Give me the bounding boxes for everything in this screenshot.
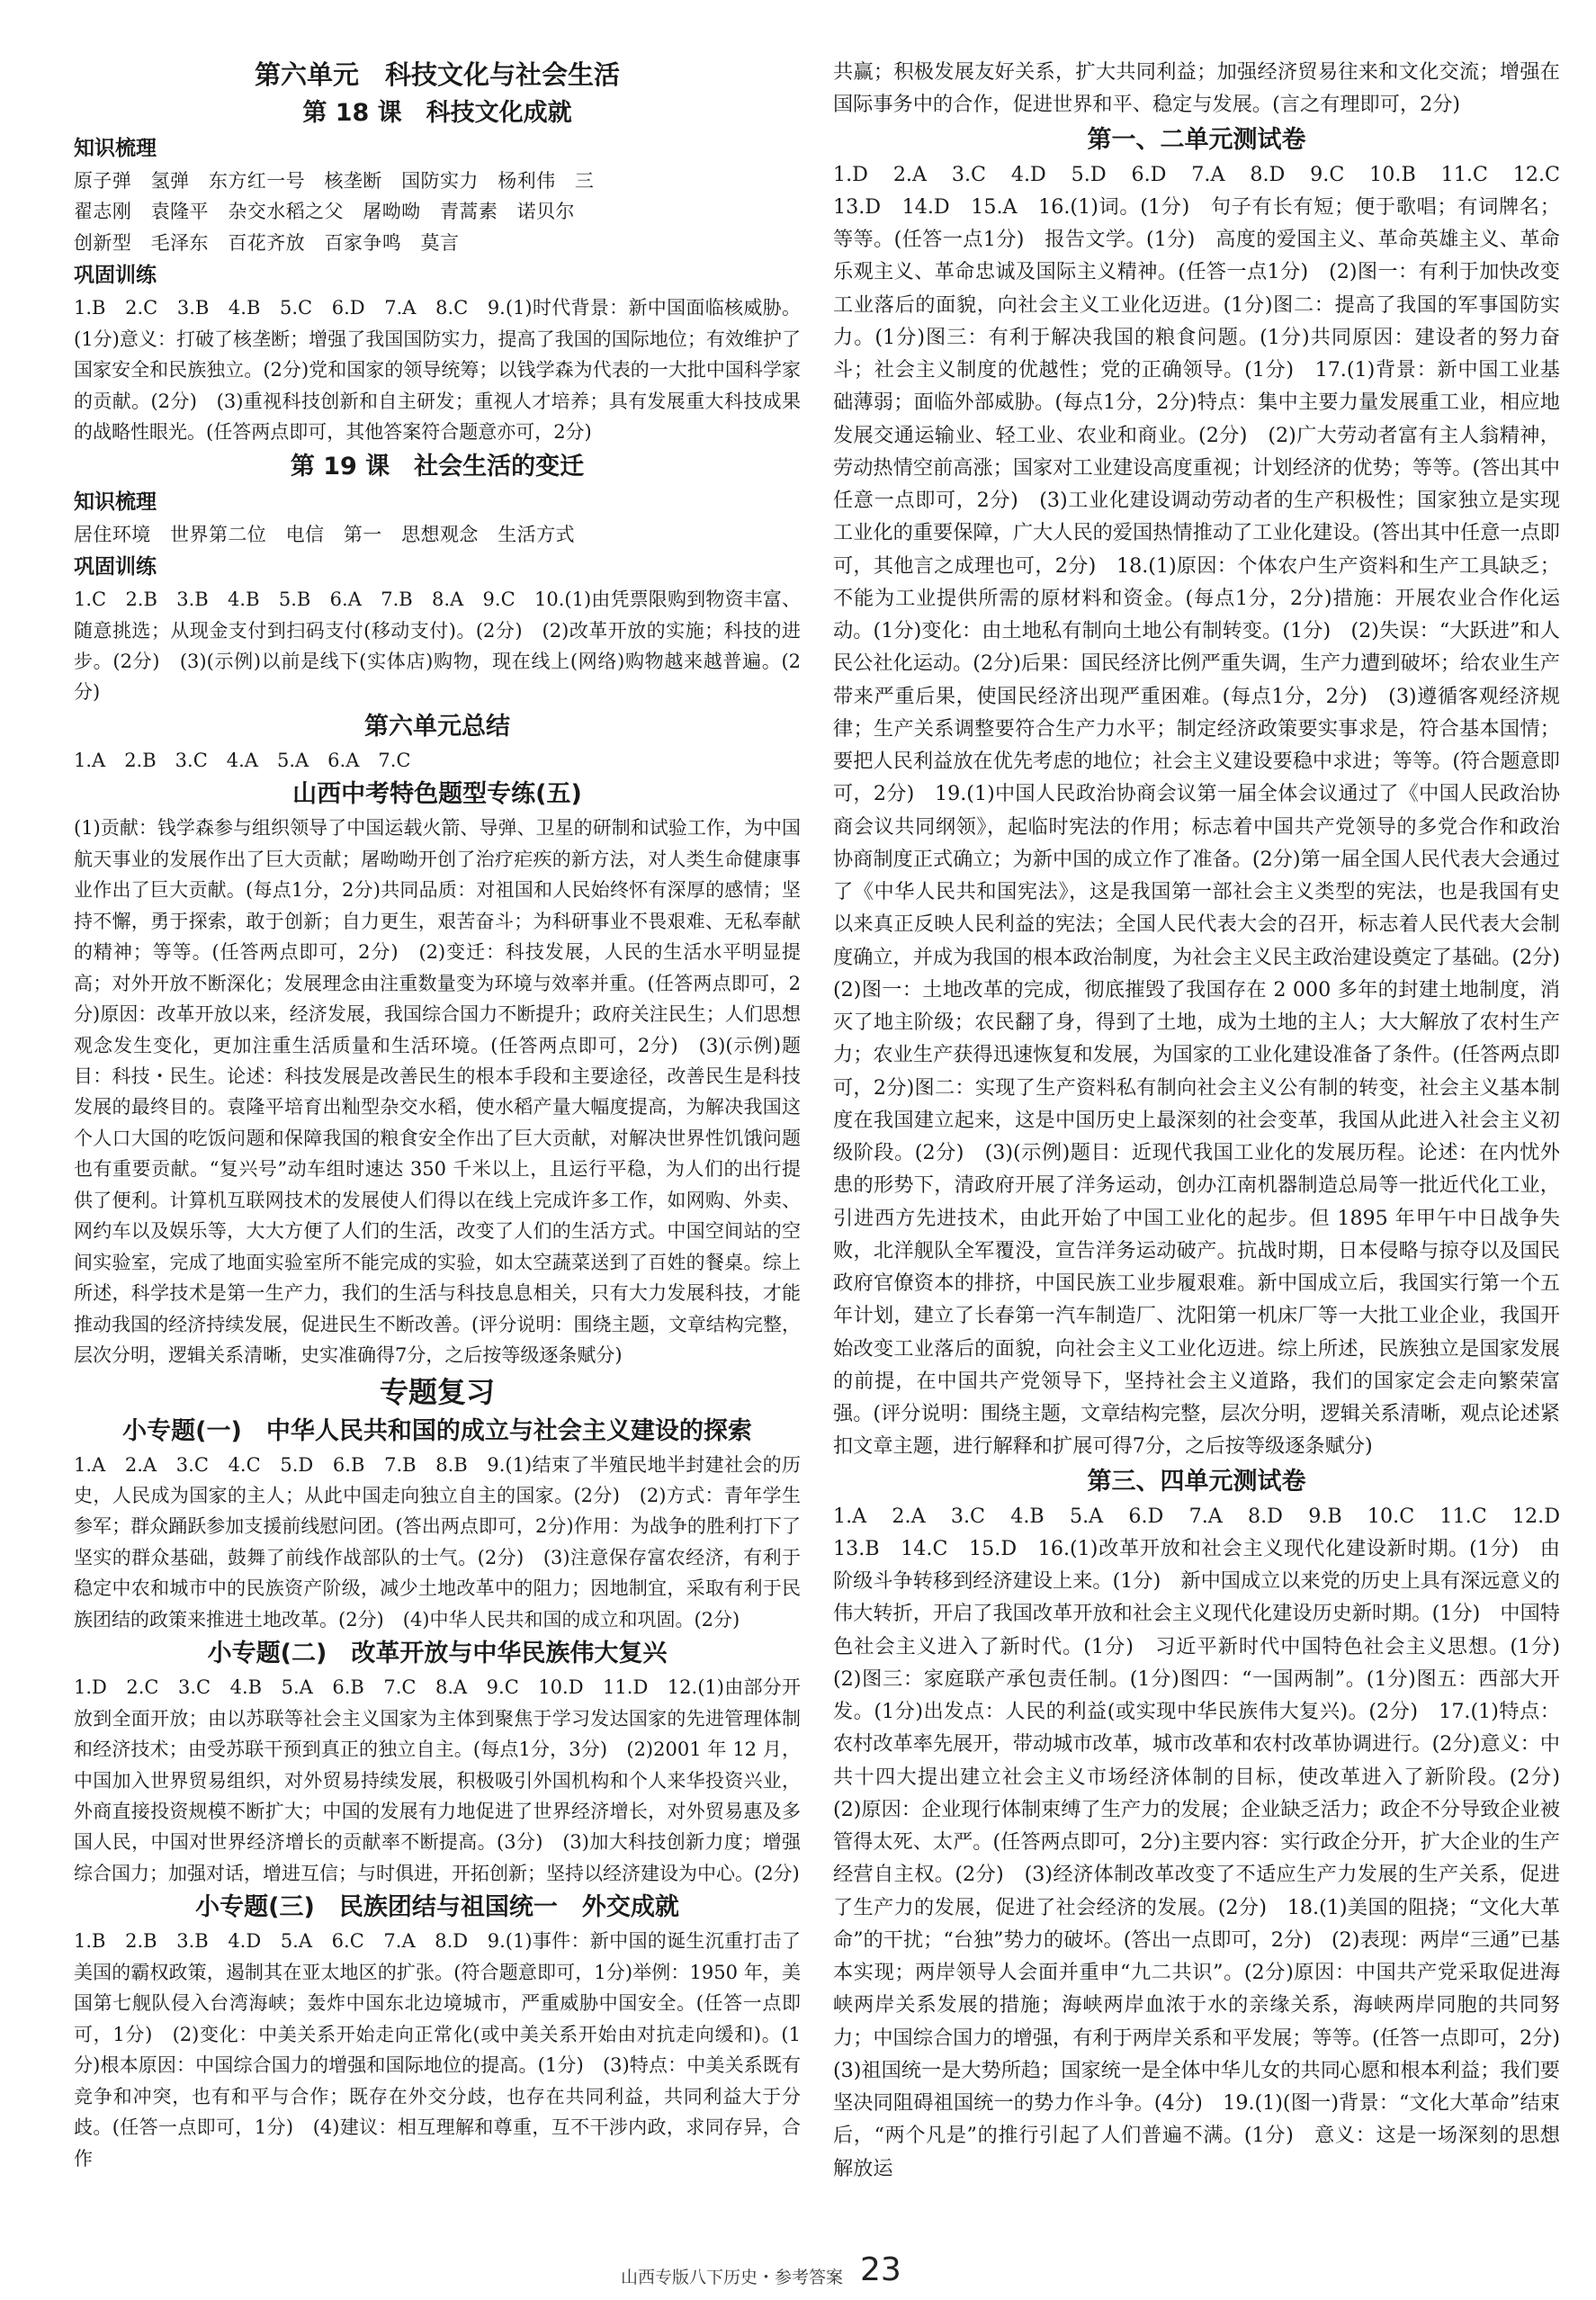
page-number: 23 — [860, 2251, 901, 2288]
topic-review-title: 专题复习 — [379, 1374, 495, 1409]
lesson-19-terms: 居住环境 世界第二位 电信 第一 思想观念 生活方式 — [74, 523, 575, 545]
page-footer — [0, 2251, 1596, 2287]
footer-label: 山西专版八下历史・参考答案 — [621, 2268, 844, 2287]
lesson-18-practice-label: 巩固训练 — [74, 264, 157, 288]
lesson-18-terms-line-3: 创新型 毛泽东 百花齐放 百家争鸣 莫言 — [74, 231, 460, 254]
topic-2-answers: 1.D 2.C 3.C 4.B 5.A 6.B 7.C 8.A 9.C 10.D 11.D 12.(1)由部分开放到全面开放；由以苏联等社会主义国家为主体到聚焦于学习发达国家的先进管理体制和经济技术；由受苏联干预到真正的独立自主。(每点1分，3分) (2)2001 年 12 月，中国加入世界贸易组织，对外贸易持续发展，积极吸引外国机构和个人来华投资兴业，外商直接投资规模不断扩大；中国的发展有力地促进了世界经济增长，对外贸易惠及多国人民，中国对世界经济增长的贡献率不断提高。(3分) (3)加大科技创新力度；增强综合国力；加强对话，增进互信；与时俱进，开拓创新；坚持以经济建设为中心。(2分) — [74, 1676, 801, 1884]
topic-1-answers: 1.A 2.A 3.C 4.C 5.D 6.B 7.B 8.B 9.(1)结束了半殖民地半封建社会的历史，人民成为国家的主人；从此中国走向独立自主的国家。(2分) (2)方式：青年学生参军；群众踊跃参加支援前线慰问团。(答出两点即可，2分)作用：为战争的胜利打下了坚实的群众基础，鼓舞了前线作战部队的士气。(2分) (3)注意保存富农经济，有利于稳定中农和城市中的民族资产阶级，减少土地改革中的阻力；因地制宜，采取有利于民族团结的政策来推进土地改革。(2分) (4)中华人民共和国的成立和巩固。(2分) — [74, 1453, 801, 1631]
unit-six-summary-answers: 1.A 2.B 3.C 4.A 5.A 6.A 7.C — [74, 749, 411, 771]
lesson-18-practice-answers: 1.B 2.C 3.B 4.B 5.C 6.D 7.A 8.C 9.(1)时代背景：新中国面临核威胁。(1分)意义：打破了核垄断；增强了我国国防实力，提高了我国的国际地位；有效维护了国家安全和民族独立。(2分)党和国家的领导统筹；以钱学森为代表的一大批中国科学家的贡献。(2分) (3)重视科技创新和自主研发；重视人才培养；具有发展重大科技成果的战略性眼光。(任答两点即可，其他答案符合题意亦可，2分) — [74, 297, 801, 444]
topic-1-title: 小专题(一) 中华人民共和国的成立与社会主义建设的探索 — [122, 1416, 752, 1445]
shanxi-special-5-title: 山西中考特色题型专练(五) — [292, 780, 582, 809]
test-units-3-4-answers: 1.A 2.A 3.C 4.B 5.A 6.D 7.A 8.D 9.B 10.C 11.C 12.D 13.B 14.C 15.D 16.(1)改革开放和社会主义现代化建设新时期。(1分) 由阶级斗争转移到经济建设上来。(1分) 新中国成立以来党的历史上具有深远意义的伟大转折，开启了我国改革开放和社会主义现代化建设历史新时期。(1分) 中国特色社会主义进入了新时代。(1分) 习近平新时代中国特色社会主义思想。(1分) (2)图三：家庭联产承包责任制。(1分)图四：“一国两制”。(1分)图五：西部大开发。(1分)出发点：人民的利益(或实现中华民族伟大复兴)。(2分) 17.(1)特点：农村改革率先展开，带动城市改革，城市改革和农村改革协调进行。(2分)意义：中共十四大提出建立社会主义市场经济体制的目标，使改革进入了新阶段。(2分) (2)原因：企业现行体制束缚了生产力的发展；企业缺乏活力；政企不分导致企业被管得太死、太严。(任答两点即可，2分)主要内容：实行政企分开，扩大企业的生产经营自主权。(2分) (3)经济体制改革改变了不适应生产力发展的生产关系，促进了生产力的发展，促进了社会经济的发展。(2分) 18.(1)美国的阻挠；“文化大革命”的干扰；“台独”势力的破坏。(答出一点即可，2分) (2)表现：两岸“三通”已基本实现；两岸领导人会面并重申“九二共识”。(2分)原因：中国共产党采取促进海峡两岸关系发展的措施；海峡两岸血浓于水的亲缘关系，海峡两岸同胞的共同努力；中国综合国力的增强，有利于两岸关系和平发展；等等。(任答一点即可，2分) (3)祖国统一是大势所趋；国家统一是全体中华儿女的共同心愿和根本利益；我们要坚决同阻碍祖国统一的势力作斗争。(4分) 19.(1)(图一)背景：“文化大革命”结束后，“两个凡是”的推行引起了人们普遍不满。(1分) 意义：这是一场深刻的思想解放运 — [833, 1504, 1581, 2180]
lesson-19-knowledge-label: 知识梳理 — [74, 490, 157, 514]
left-column — [74, 56, 801, 2174]
lesson-18-knowledge-label: 知识梳理 — [74, 137, 157, 160]
unit-six-title: 第六单元 科技文化与社会生活 — [254, 59, 620, 90]
lesson-19-practice-answers: 1.C 2.B 3.B 4.B 5.B 6.A 7.B 8.A 9.C 10.(1)由凭票限购到物资丰富、随意挑选；从现金支付到扫码支付(移动支付)。(2分) (2)改革开放的实施；科技的进步。(2分) (3)(示例)以前是线下(实体店)购物，现在线上(网络)购物越来越普遍。(2分) — [74, 588, 801, 704]
right-column — [833, 56, 1581, 2185]
lesson-18-terms-line-1: 原子弹 氢弹 东方红一号 核垄断 国防实力 杨利伟 三 — [74, 170, 595, 192]
test-units-1-2-title: 第一、二单元测试卷 — [1087, 125, 1306, 154]
lesson-19-practice-label: 巩固训练 — [74, 555, 157, 579]
topic-3-answers: 1.B 2.B 3.B 4.D 5.A 6.C 7.A 8.D 9.(1)事件：新中国的诞生沉重打击了美国的霸权政策，遏制其在亚太地区的扩张。(符合题意即可，1分)举例：1950 年，美国第七舰队侵入台湾海峡；轰炸中国东北边境城市，严重威胁中国安全。(任答一点即可，1分) (2)变化：中美关系开始走向正常化(或中美关系开始由对抗走向缓和)。(1分)根本原因：中国综合国力的增强和国际地位的提高。(1分) (3)特点：中美关系既有竞争和冲突，也有和平与合作；既存在外交分歧，也存在共同利益，共同利益大于分歧。(任答一点即可，1分) (4)建议：相互理解和尊重，互不干涉内政，求同存异，合作 — [74, 1930, 801, 2170]
test-units-3-4-title: 第三、四单元测试卷 — [1087, 1467, 1306, 1496]
topic-3-title: 小专题(三) 民族团结与祖国统一 外交成就 — [195, 1893, 679, 1922]
topic-3-answers-continued: 共赢；积极发展友好关系，扩大共同利益；加强经济贸易往来和文化交流；增强在国际事务中的合作，促进世界和平、稳定与发展。(言之有理即可，2分) — [833, 60, 1560, 117]
test-units-1-2-answers: 1.D 2.A 3.C 4.D 5.D 6.D 7.A 8.D 9.C 10.B 11.C 12.C 13.D 14.D 15.A 16.(1)词。(1分) 句子有长有短；便于歌唱；有词牌名；等等。(任答一点1分) 报告文学。(1分) 高度的爱国主义、革命英雄主义、革命乐观主义、革命忠诚及国际主义精神。(任答一点1分) (2)图一：有利于加快改变工业落后的面貌，向社会主义工业化迈进。(1分)图二：提高了我国的军事国防实力。(1分)图三：有利于解决我国的粮食问题。(1分)共同原因：建设者的努力奋斗；社会主义制度的优越性；党的正确领导。(1分) 17.(1)背景：新中国工业基础薄弱；面临外部威胁。(每点1分，2分)特点：集中主要力量发展重工业，相应地发展交通运输业、轻工业、农业和商业。(2分) (2)广大劳动者富有主人翁精神，劳动热情空前高涨；国家对工业建设高度重视；计划经济的优势；等等。(答出其中任意一点即可，2分) (3)工业化建设调动劳动者的生产积极性；国家独立是实现工业化的重要保障，广大人民的爱国热情推动了工业化建设。(答出其中任意一点即可，其他言之成理也可，2分) 18.(1)原因：个体农户生产资料和生产工具缺乏；不能为工业提供所需的原材料和资金。(每点1分，2分)措施：开展农业合作化运动。(1分)变化：由土地私有制向土地公有制转变。(1分) (2)失误：“大跃进”和人民公社化运动。(2分)后果：国民经济比例严重失调，生产力遭到破坏；给农业生产带来严重后果，使国民经济出现严重困难。(每点1分，2分) (3)遵循客观经济规律；生产关系调整要符合生产力水平；制定经济政策要实事求是，符合基本国情；要把人民利益放在优先考虑的地位；社会主义建设要稳中求进；等等。(符合题意即可，2分) 19.(1)中国人民政治协商会议第一届全体会议通过了《中国人民政治协商会议共同纲领》，起临时宪法的作用；标志着中国共产党领导的多党合作和政治协商制度正式确立；为新中国的成立作了准备。(2分)第一届全国人民代表大会通过了《中华人民共和国宪法》，这是我国第一部社会主义类型的宪法，也是我国有史以来真正反映人民利益的宪法；全国人民代表大会的召开，标志着人民代表大会制度确立，并成为我国的根本政治制度，为社会主义民主政治建设奠定了基础。(2分) (2)图一：土地改革的完成，彻底摧毁了我国存在 2 000 多年的封建土地制度，消灭了地主阶级；农民翻了身，得到了土地，成为土地的主人；大大解放了农村生产力；农业生产获得迅速恢复和发展，为国家的工业化建设准备了条件。(任答两点即可，2分)图二：实现了生产资料私有制向社会主义公有制的转变，社会主义基本制度在我国建立起来，这是中国历史上最深刻的社会变革，我国从此进入社会主义初级阶段。(2分) (3)(示例)题目：近现代我国工业化的发展历程。论述：在内忧外患的形势下，清政府开展了洋务运动，创办江南机器制造总局等一批近代化工业，引进西方先进技术，由此开始了中国工业化的起步。但 1895 年甲午中日战争失败，北洋舰队全军覆没，宣告洋务运动破产。抗战时期，日本侵略与掠夺以及国民政府官僚资本的排挤，中国民族工业步履艰难。新中国成立后，我国实行第一个五年计划，建立了长春第一汽车制造厂、沈阳第一机床厂等一大批工业企业，我国开始改变工业落后的面貌，向社会主义工业化迈进。综上所述，民族独立是国家发展的前提，在中国共产党领导下，坚持社会主义道路，我们的国家定会走向繁荣富强。(评分说明：围绕主题，文章结构完整，层次分明，逻辑关系清晰，观点论述紧扣文章主题，进行解释和扩展可得7分，之后按等级逐条赋分) — [833, 162, 1581, 1459]
unit-six-summary-title: 第六单元总结 — [364, 712, 510, 741]
lesson-18-terms-line-2: 翟志刚 袁隆平 杂交水稻之父 屠呦呦 青蒿素 诺贝尔 — [74, 201, 575, 223]
topic-2-title: 小专题(二) 改革开放与中华民族伟大复兴 — [207, 1640, 668, 1668]
lesson-18-title: 第 18 课 科技文化成就 — [302, 99, 572, 127]
shanxi-special-5-answers: (1)贡献：钱学森参与组织领导了中国运载火箭、导弹、卫星的研制和试验工作，为中国航天事业的发展作出了巨大贡献；屠呦呦开创了治疗疟疾的新方法，对人类生命健康事业作出了巨大贡献。(每点1分，2分)共同品质：对祖国和人民始终怀有深厚的感情；坚持不懈，勇于探索，敢于创新；自力更生，艰苦奋斗；为科研事业不畏艰难、无私奉献的精神；等等。(任答两点即可，2分) (2)变迁：科技发展，人民的生活水平明显提高；对外开放不断深化；发展理念由注重数量变为环境与效率并重。(任答两点即可，2分)原因：改革开放以来，经济发展，我国综合国力不断提升；政府关注民生；人们思想观念发生变化，更加注重生活质量和生活环境。(任答两点即可，2分) (3)(示例)题目：科技・民生。论述：科技发展是改善民生的根本手段和主要途径，改善民生是科技发展的最终目的。袁隆平培育出籼型杂交水稻，使水稻产量大幅度提高，为解决我国这个人口大国的吃饭问题和保障我国的粮食安全作出了巨大贡献，对解决世界性饥饿问题也有重要贡献。“复兴号”动车组时速达 350 千米以上，且运行平稳，为人们的出行提供了便利。计算机互联网技术的发展使人们得以在线上完成许多工作，如网购、外卖、网约车以及娱乐等，大大方便了人们的生活，改变了人们的生活方式。中国空间站的空间实验室，完成了地面实验室所不能完成的实验，如太空蔬菜送到了百姓的餐桌。综上所述，科学技术是第一生产力，我们的生活与科技息息相关，只有大力发展科技，才能推动我国的经济持续发展，促进民生不断改善。(评分说明：围绕主题，文章结构完整，层次分明，逻辑关系清晰，史实准确得7分，之后按等级逐条赋分) — [74, 817, 801, 1367]
lesson-19-title: 第 19 课 社会生活的变迁 — [290, 452, 585, 481]
